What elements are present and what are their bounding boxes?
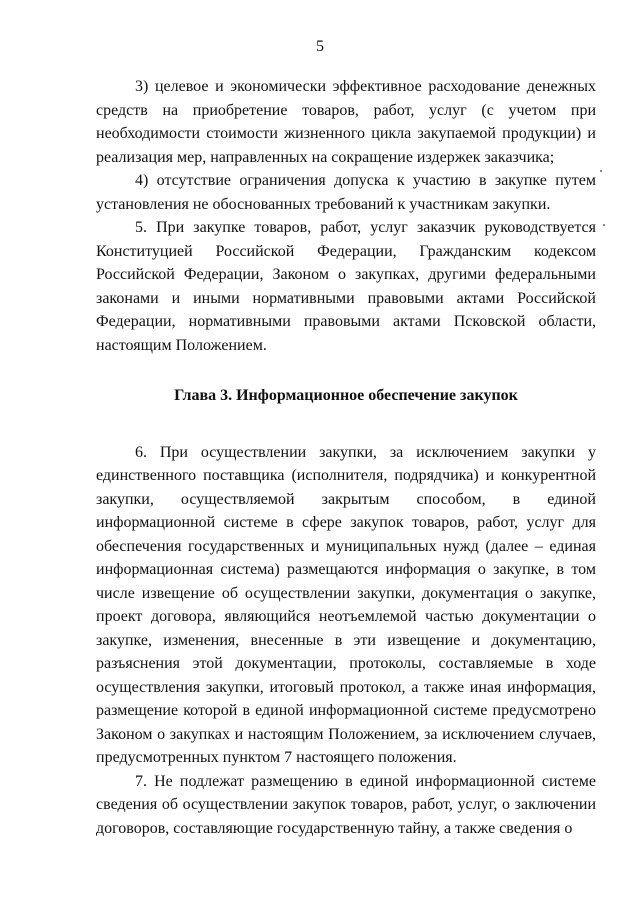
scan-speck [603,224,605,226]
paragraph-clause-5: 5. При закупке товаров, работ, услуг заказчик руководствуется Конституцией Российской Федерации, Гражданским кодексом Российской Федерации, Законом о закупках, другими федеральными законами и иными нормативными правовыми актами Российской Федерации, нормативными правовыми актами Псковской области, настоящим Положением. [96,219,596,354]
paragraph-clause-7: 7. Не подлежат размещению в единой информационной системе сведения об осуществлении закупок товаров, работ, услуг, о заключении договоров, составляющие государственную тайну, а также сведения о [96,772,596,837]
paragraph-item-4: 4) отсутствие ограничения допуска к участию в закупке путем установления не обоснованных требований к участникам закупки. [96,172,596,213]
document-body [96,75,596,840]
paragraph-item-3: 3) целевое и экономически эффективное расходование денежных средств на приобретение товаров, работ, услуг (с учетом при необходимости стоимости жизненного цикла закупаемой продукции) и реализация мер, направленных на сокращение издержек заказчика; [96,78,596,166]
scan-speck [600,170,602,172]
chapter-heading: Глава 3. Информационное обеспечение закупок [174,387,518,404]
page-number: 5 [316,38,324,55]
paragraph-clause-6: 6. При осуществлении закупки, за исключением закупки у единственного поставщика (исполнителя, подрядчика) и конкурентной закупки, осуществляемой закрытым способом, в единой информационной системе в сфере закупок товаров, работ, услуг для обеспечения государственных и муниципальных нужд (далее – единая информационная система) размещаются информация о закупке, в том числе извещение об осуществлении закупки, документация о закупке, проект договора, являющийся неотъемлемой частью документации о закупке, изменения, внесенные в эти извещение и документацию, разъяснения этой документации, протоколы, составляемые в ходе осуществления закупки, итоговый протокол, а также иная информация, размещение которой в единой информационной системе предусмотрено Законом о закупках и настоящим Положением, за исключением случаев, предусмотренных пунктом 7 настоящего положения. [96,443,596,766]
